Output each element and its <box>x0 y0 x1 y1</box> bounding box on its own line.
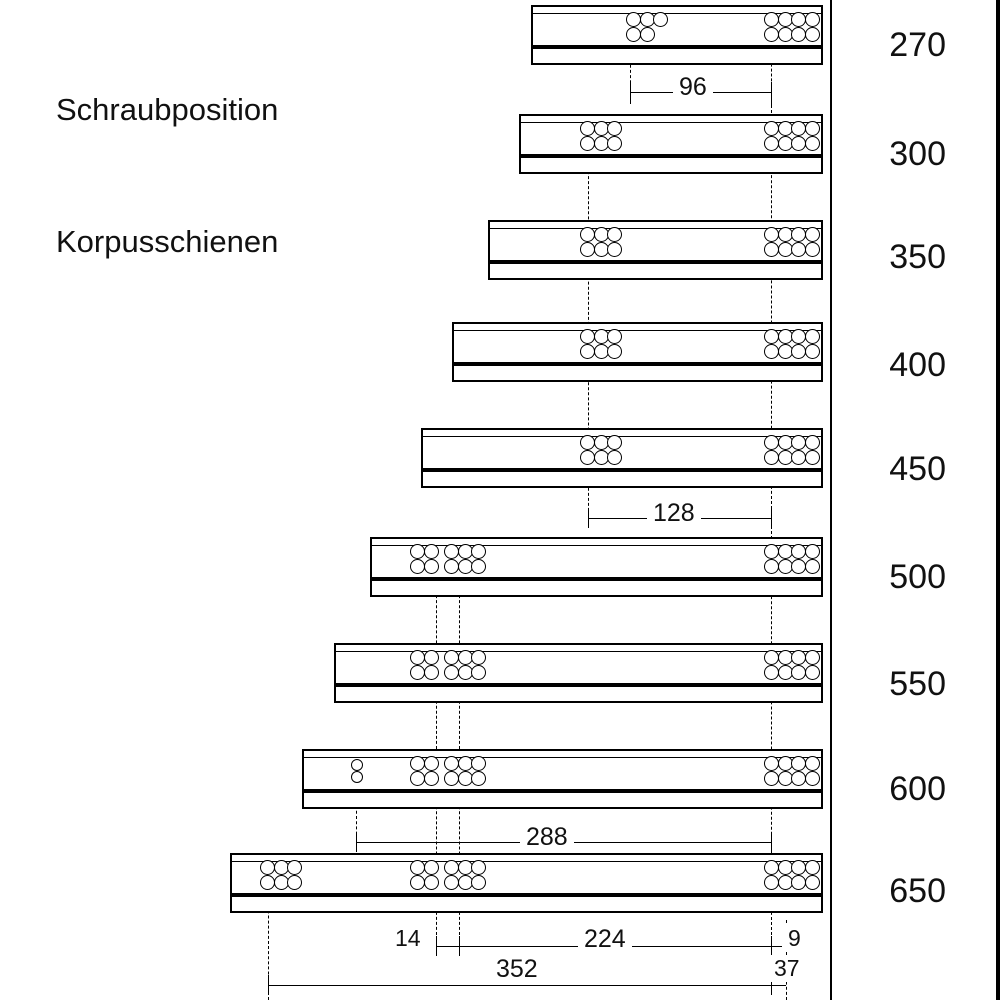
hole <box>580 450 595 465</box>
hole <box>260 875 275 890</box>
rail-550-holes-left-a <box>410 649 437 681</box>
hole-row <box>444 771 485 786</box>
rail-600-bottom-profile <box>302 791 823 809</box>
hole-row <box>444 756 485 771</box>
hole-row <box>444 665 485 680</box>
rail-600 <box>302 749 823 811</box>
hole-row <box>764 242 818 257</box>
rail-600-holes-left-a <box>410 755 437 787</box>
hole <box>764 242 779 257</box>
hole <box>444 875 459 890</box>
hole <box>805 121 820 136</box>
dim-288-tick-right <box>771 832 772 852</box>
hole-row <box>764 665 818 680</box>
dim-224-label: 224 <box>578 925 632 954</box>
hole-row <box>410 665 437 680</box>
rail-650-holes-left-b <box>444 859 485 891</box>
hole <box>410 860 425 875</box>
hole <box>444 756 459 771</box>
hole-row <box>626 27 667 42</box>
hole-row <box>410 559 437 574</box>
rail-450-bottom-profile <box>421 470 823 488</box>
hole-row <box>260 860 301 875</box>
hole-row <box>580 435 621 450</box>
hole <box>424 860 439 875</box>
hole <box>580 435 595 450</box>
hole <box>791 650 806 665</box>
rail-550-holes-left-b <box>444 649 485 681</box>
rail-270-bottom-profile <box>531 47 823 65</box>
hole <box>580 121 595 136</box>
rail-550-top-profile <box>334 643 823 685</box>
hole-row <box>351 759 362 771</box>
hole-row <box>444 650 485 665</box>
rail-650-bottom-profile <box>230 895 823 913</box>
hole-row <box>764 27 818 42</box>
hole <box>607 329 622 344</box>
hole <box>805 650 820 665</box>
hole <box>424 559 439 574</box>
rail-600-holes-left-b <box>444 755 485 787</box>
title-line-2: Korpusschienen <box>56 224 279 259</box>
hole <box>580 227 595 242</box>
rail-650-top-profile <box>230 853 823 895</box>
hole-row <box>444 875 485 890</box>
rail-650 <box>230 853 823 915</box>
hole-row <box>444 544 485 559</box>
hole-row <box>580 136 621 151</box>
hole <box>410 875 425 890</box>
hole <box>410 771 425 786</box>
hole-row <box>410 756 437 771</box>
hole-row <box>764 771 818 786</box>
size-label-300: 300 <box>889 135 946 173</box>
rail-400-holes-right <box>764 328 818 360</box>
hole <box>805 756 820 771</box>
hole <box>471 771 486 786</box>
hole <box>444 559 459 574</box>
dim-37-label: 37 <box>768 955 806 982</box>
hole-row <box>410 650 437 665</box>
hole <box>580 136 595 151</box>
right-border-line <box>996 0 1000 1000</box>
hole <box>471 875 486 890</box>
hole <box>805 227 820 242</box>
rail-350-holes-right <box>764 226 818 258</box>
rail-500 <box>370 537 823 599</box>
hole <box>791 121 806 136</box>
size-label-270: 270 <box>889 26 946 64</box>
hole <box>791 435 806 450</box>
hole <box>607 450 622 465</box>
hole-row <box>764 344 818 359</box>
hole-row <box>764 875 818 890</box>
rail-350-bottom-profile <box>488 262 823 280</box>
size-label-500: 500 <box>889 558 946 596</box>
hole <box>805 329 820 344</box>
hole-row <box>764 650 818 665</box>
hole <box>791 771 806 786</box>
hole-row <box>764 450 818 465</box>
rail-400-holes-left <box>580 328 621 360</box>
hole-row <box>764 860 818 875</box>
rail-300-holes-right <box>764 120 818 152</box>
hole <box>805 136 820 151</box>
rail-500-holes-left-a <box>410 543 437 575</box>
hole-row <box>764 121 818 136</box>
hole-row <box>580 121 621 136</box>
size-label-650: 650 <box>889 872 946 910</box>
rail-500-top-profile <box>370 537 823 579</box>
hole-row <box>626 12 667 27</box>
rail-450-holes-right <box>764 434 818 466</box>
hole <box>791 136 806 151</box>
rail-650-holes-far-left <box>260 859 301 891</box>
hole <box>260 860 275 875</box>
rail-400-bottom-profile <box>452 364 823 382</box>
hole-row <box>410 875 437 890</box>
hole <box>791 544 806 559</box>
rail-500-bottom-profile <box>370 579 823 597</box>
hole <box>424 665 439 680</box>
hole <box>805 665 820 680</box>
hole <box>805 27 820 42</box>
hole-row <box>764 12 818 27</box>
hole-row <box>444 860 485 875</box>
hole <box>351 771 363 783</box>
hole <box>764 559 779 574</box>
hole <box>410 650 425 665</box>
dim-128-label: 128 <box>647 499 701 528</box>
hole <box>410 665 425 680</box>
hole-row <box>764 756 818 771</box>
hole <box>805 450 820 465</box>
hole-row <box>764 435 818 450</box>
rail-300 <box>519 114 823 176</box>
hole <box>805 242 820 257</box>
hole-row <box>580 344 621 359</box>
hole-row <box>764 136 818 151</box>
size-label-400: 400 <box>889 346 946 384</box>
hole <box>471 650 486 665</box>
hole <box>764 27 779 42</box>
dim-14-line <box>436 946 459 947</box>
hole <box>626 27 641 42</box>
hole <box>410 559 425 574</box>
hole <box>764 344 779 359</box>
rail-270-holes-right <box>764 11 818 43</box>
hole <box>791 860 806 875</box>
rail-350 <box>488 220 823 282</box>
hole <box>805 771 820 786</box>
hole-row <box>764 227 818 242</box>
hole <box>791 12 806 27</box>
hole <box>351 759 363 771</box>
hole <box>791 756 806 771</box>
hole <box>607 242 622 257</box>
dim-14-tick-left <box>436 936 437 956</box>
hole <box>764 12 779 27</box>
hole <box>626 12 641 27</box>
hole <box>764 450 779 465</box>
rail-650-holes-right <box>764 859 818 891</box>
hole <box>471 756 486 771</box>
dim-128-tick-left <box>588 508 589 528</box>
hole <box>580 242 595 257</box>
hole <box>424 544 439 559</box>
hole <box>424 875 439 890</box>
page-title <box>56 0 278 352</box>
hole <box>805 344 820 359</box>
hole <box>444 771 459 786</box>
hole <box>764 121 779 136</box>
dim-288-label: 288 <box>520 823 574 852</box>
rail-300-holes-left <box>580 120 621 152</box>
hole <box>764 329 779 344</box>
hole <box>805 435 820 450</box>
right-axis-line <box>830 0 832 1000</box>
hole <box>640 27 655 42</box>
title-line-1: Schraubposition <box>56 92 279 127</box>
hole <box>410 756 425 771</box>
rail-600-holes-right <box>764 755 818 787</box>
hole <box>805 12 820 27</box>
hole <box>805 875 820 890</box>
hole <box>805 559 820 574</box>
rail-500-holes-right <box>764 543 818 575</box>
hole <box>764 875 779 890</box>
rail-550-bottom-profile <box>334 685 823 703</box>
hole <box>607 227 622 242</box>
hole <box>805 860 820 875</box>
dim-128-tick-right <box>771 508 772 528</box>
hole <box>410 544 425 559</box>
hole <box>444 860 459 875</box>
hole-row <box>260 875 301 890</box>
rail-650-holes-left-a <box>410 859 437 891</box>
dim-288-tick-left <box>356 832 357 852</box>
hole <box>444 650 459 665</box>
hole <box>764 756 779 771</box>
dim-96-label: 96 <box>673 73 713 102</box>
hole-row <box>410 771 437 786</box>
hole <box>424 650 439 665</box>
rail-300-bottom-profile <box>519 156 823 174</box>
hole <box>791 665 806 680</box>
hole <box>580 344 595 359</box>
hole <box>805 544 820 559</box>
rail-270 <box>531 5 823 67</box>
hole-row <box>764 329 818 344</box>
rail-450 <box>421 428 823 490</box>
hole <box>764 544 779 559</box>
hole <box>764 227 779 242</box>
hole <box>607 121 622 136</box>
hole <box>607 136 622 151</box>
hole <box>444 665 459 680</box>
hole-row <box>764 559 818 574</box>
hole-row <box>580 450 621 465</box>
dim-96-tick-right <box>771 82 772 102</box>
hole-row <box>580 242 621 257</box>
size-label-350: 350 <box>889 238 946 276</box>
dim-96-tick-left <box>630 82 631 102</box>
rail-600-top-profile <box>302 749 823 791</box>
hole <box>791 329 806 344</box>
hole <box>791 450 806 465</box>
hole <box>791 242 806 257</box>
hole <box>287 860 302 875</box>
hole <box>791 27 806 42</box>
rail-270-holes-left <box>626 11 667 43</box>
hole-row <box>580 329 621 344</box>
rail-550-holes-right <box>764 649 818 681</box>
hole <box>424 771 439 786</box>
size-label-550: 550 <box>889 665 946 703</box>
hole <box>791 227 806 242</box>
hole-row <box>580 227 621 242</box>
hole <box>764 650 779 665</box>
rail-350-holes-left <box>580 226 621 258</box>
hole <box>764 136 779 151</box>
hole <box>287 875 302 890</box>
rail-550 <box>334 643 823 705</box>
rail-450-holes-left <box>580 434 621 466</box>
dim-9-label: 9 <box>782 925 807 952</box>
hole <box>764 771 779 786</box>
hole <box>764 435 779 450</box>
hole <box>607 344 622 359</box>
hole <box>653 12 668 27</box>
size-label-450: 450 <box>889 450 946 488</box>
rail-450-top-profile <box>421 428 823 470</box>
hole <box>471 559 486 574</box>
dim-37-line <box>771 985 786 986</box>
hole <box>471 665 486 680</box>
rail-600-holes-single <box>351 757 362 785</box>
hole <box>791 875 806 890</box>
hole <box>424 756 439 771</box>
hole <box>607 435 622 450</box>
dim-352-label: 352 <box>490 955 544 984</box>
hole-row <box>410 860 437 875</box>
dim-14-label: 14 <box>389 925 427 952</box>
rail-400 <box>452 322 823 384</box>
hole <box>764 665 779 680</box>
hole-row <box>764 544 818 559</box>
hole <box>471 860 486 875</box>
hole <box>580 329 595 344</box>
hole <box>471 544 486 559</box>
rail-500-holes-left-b <box>444 543 485 575</box>
dim-352-tick-left <box>268 975 269 995</box>
hole <box>791 344 806 359</box>
hole <box>444 544 459 559</box>
hole-row <box>410 544 437 559</box>
hole-row <box>351 771 362 783</box>
size-label-600: 600 <box>889 770 946 808</box>
hole <box>764 860 779 875</box>
dim-352-line <box>268 985 771 986</box>
hole <box>791 559 806 574</box>
hole-row <box>444 559 485 574</box>
